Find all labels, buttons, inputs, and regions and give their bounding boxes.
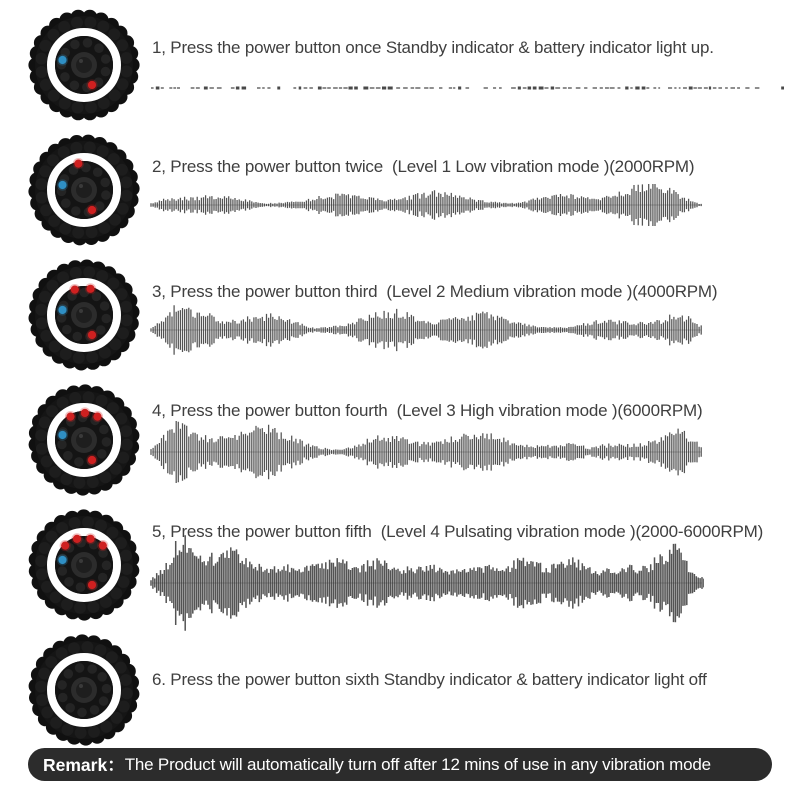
step-instruction: 6. Press the power button sixth Standby indicator & battery indicator light off: [152, 670, 707, 689]
vibration-waveform: [150, 300, 703, 360]
remark-banner: [28, 748, 772, 781]
step-instruction: 5, Press the power button fifth (Level 4 Pulsating vibration mode )(2000-6000RPM): [152, 522, 764, 541]
step-instruction: 3, Press the power button third (Level 2 Medium vibration mode )(4000RPM): [152, 282, 718, 301]
vibration-waveform: [150, 181, 703, 229]
remark-label: Remark：: [43, 755, 125, 775]
vibration-waveform: [150, 416, 703, 488]
massage-ball-illustration: [28, 259, 140, 371]
massage-ball-illustration: [28, 634, 140, 746]
vibration-waveform: [150, 82, 786, 94]
massage-ball-illustration: [28, 509, 140, 621]
step-instruction: 2, Press the power button twice (Level 1 Low vibration mode )(2000RPM): [152, 157, 695, 176]
massage-ball-illustration: [28, 384, 140, 496]
vibration-waveform: [150, 525, 704, 641]
massage-ball-illustration: [28, 9, 140, 121]
step-instruction: 4, Press the power button fourth (Level 3 High vibration mode )(6000RPM): [152, 401, 703, 420]
remark-text: The Product will automatically turn off after 12 mins of use in any vibration mode: [124, 754, 711, 774]
massage-ball-illustration: [28, 134, 140, 246]
step-instruction: 1, Press the power button once Standby indicator & battery indicator light up.: [152, 38, 714, 57]
